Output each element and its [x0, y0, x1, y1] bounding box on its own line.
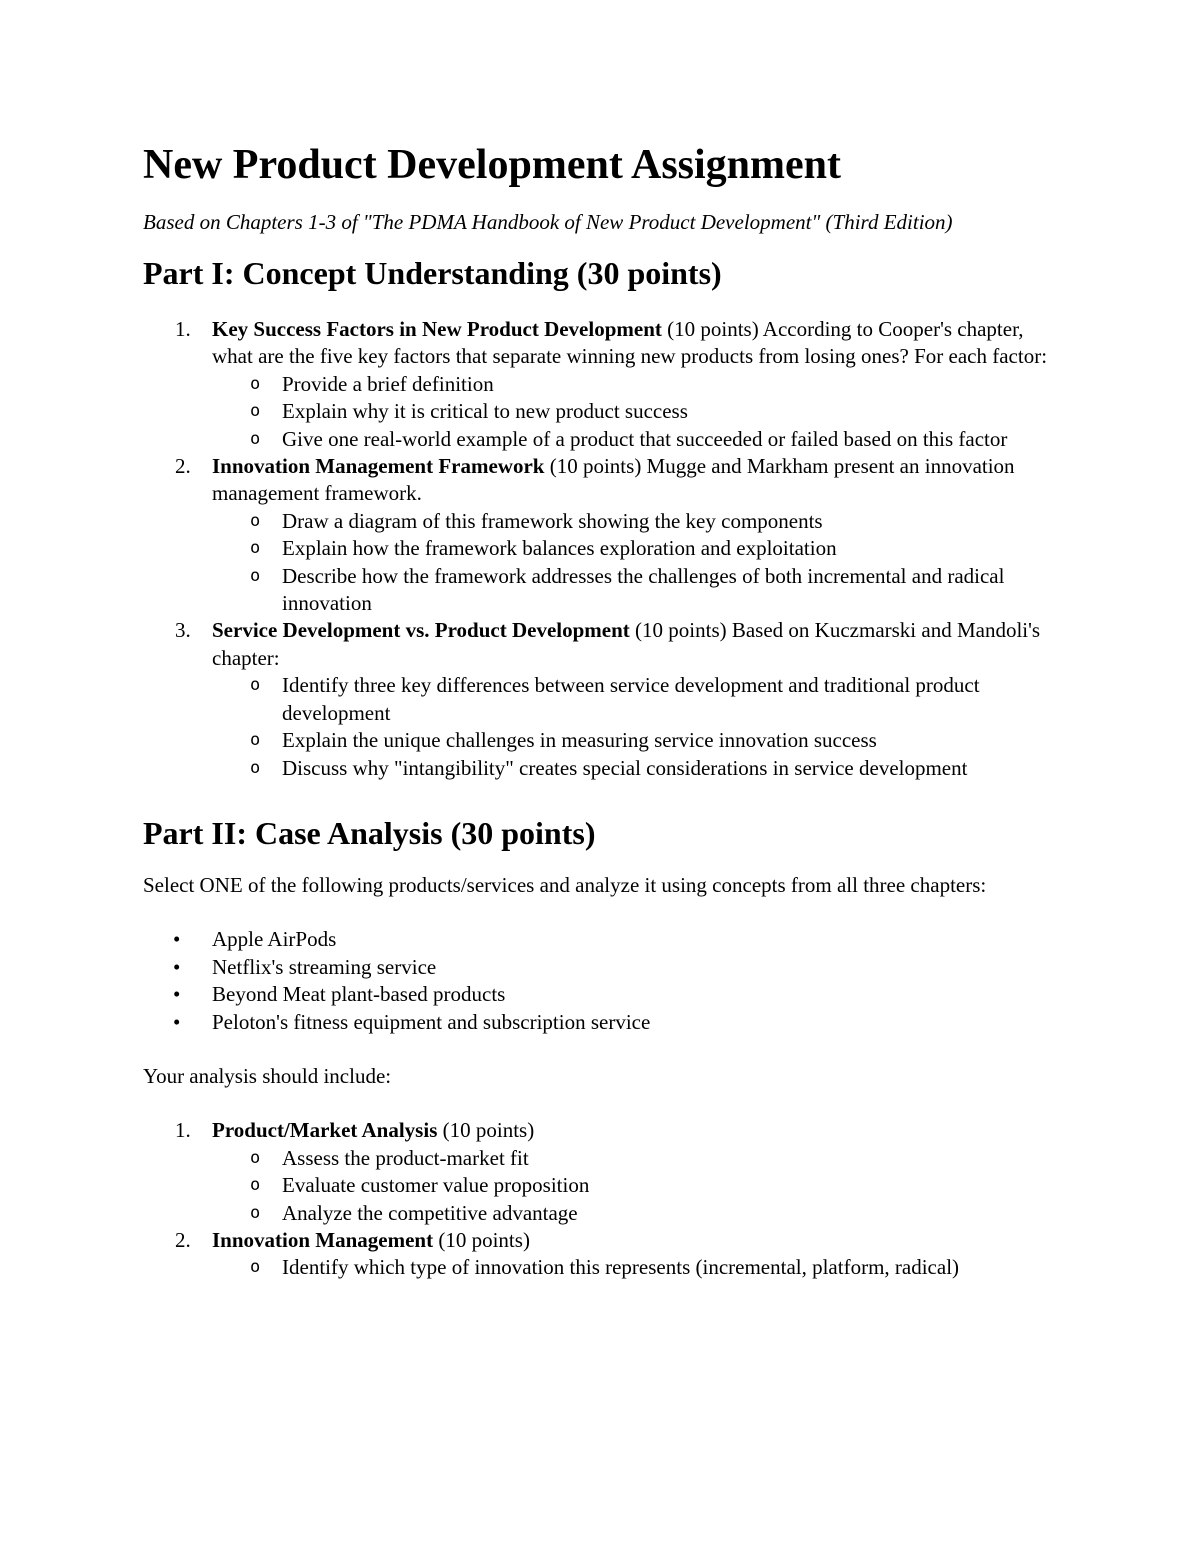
sub-list-item: o Explain the unique challenges in measuring service innovation success [143, 727, 1063, 754]
sub-list [212, 371, 1063, 453]
circle-bullet-icon: o [250, 675, 261, 696]
list-number: 1. [175, 317, 191, 341]
question-body: (10 points) [433, 1227, 530, 1252]
sub-list-item: o Explain how the framework balances exploration and exploitation [143, 535, 1063, 562]
question-body: (10 points) [437, 1118, 535, 1143]
circle-bullet-icon: o [250, 538, 261, 559]
part-one-heading: Part I: Concept Understanding (30 points) [143, 255, 722, 291]
circle-bullet-icon: o [250, 1147, 261, 1168]
circle-bullet-icon: o [250, 401, 261, 422]
part-two-heading: Part II: Case Analysis (30 points) [143, 814, 596, 851]
spacer [143, 1090, 1063, 1117]
circle-bullet-icon: o [250, 510, 261, 531]
document-subtitle: Based on Chapters 1-3 of "The PDMA Handbook of New Product Development" (Third Edition) [143, 210, 953, 234]
circle-bullet-icon: o [250, 730, 261, 751]
sub-list-item: o Describe how the framework addresses the challenges of both incremental and radical innovation [250, 563, 1005, 616]
circle-bullet-icon: o [250, 1175, 261, 1196]
list-item [143, 316, 1063, 453]
sub-list-item: o Analyze the competitive advantage [143, 1200, 1063, 1227]
question-body: (10 points) Mugge and Markham present an innovation management framework. [212, 454, 1015, 506]
circle-bullet-icon: o [250, 565, 261, 586]
question-title: Innovation Management Framework [212, 454, 545, 479]
question-body: (10 points) According to Cooper's chapter, what are the five key factors that separate winning new products from losing ones? For each factor: [212, 317, 1048, 369]
bullet-icon: • [173, 1009, 181, 1034]
question-title: Product/Market Analysis [212, 1118, 438, 1143]
document-title: New Product Development Assignment [143, 142, 842, 188]
sub-list [212, 508, 1063, 618]
sub-list-item: o Identify which type of innovation this represents (incremental, platform, radical) [143, 1254, 1063, 1281]
list-item: • Beyond Meat plant-based products [143, 981, 1063, 1008]
list-number: 2. [175, 454, 191, 479]
sub-list-item: o Evaluate customer value proposition [143, 1172, 1063, 1199]
bullet-icon: • [173, 927, 181, 952]
circle-bullet-icon: o [250, 757, 261, 778]
sub-list [212, 1254, 1063, 1281]
list-item [143, 617, 1063, 781]
spacer [143, 899, 1063, 926]
case-intro: Select ONE of the following products/services and analyze it using concepts from all three chapters: [143, 872, 987, 897]
sub-list-item: o Explain why it is critical to new product success [143, 398, 1063, 425]
list-number: 3. [175, 618, 191, 643]
sub-list-item: o Draw a diagram of this framework showing the key components [143, 508, 1063, 535]
part-one-question-list [143, 316, 1063, 782]
sub-list-item: o Identify three key differences between service development and traditional product development [250, 673, 980, 725]
list-item: • Netflix's streaming service [143, 954, 1063, 981]
sub-list [212, 672, 1063, 782]
circle-bullet-icon: o [250, 373, 261, 394]
sub-list [212, 1145, 1063, 1227]
sub-list-item: o Give one real-world example of a product that succeeded or failed based on this factor [143, 426, 1063, 453]
sub-list-item: o Provide a brief definition [143, 371, 1063, 398]
list-item [143, 1227, 1063, 1282]
question-title: Innovation Management [212, 1227, 434, 1252]
analysis-intro: Your analysis should include: [143, 1063, 392, 1088]
list-number: 2. [175, 1227, 191, 1252]
circle-bullet-icon: o [250, 1202, 261, 1223]
analysis-list [143, 1117, 1063, 1281]
list-item [143, 1117, 1063, 1227]
bullet-icon: • [173, 954, 181, 979]
question-title: Key Success Factors in New Product Development [212, 317, 662, 341]
sub-list-item: o Assess the product-market fit [143, 1145, 1063, 1172]
case-options-list [143, 926, 1063, 1036]
document-page [143, 140, 1063, 1282]
question-body: (10 points) Based on Kuczmarski and Mandoli's chapter: [212, 618, 1041, 670]
list-item: • Apple AirPods [143, 926, 1063, 953]
spacer [143, 1036, 1063, 1063]
circle-bullet-icon: o [250, 1257, 261, 1278]
list-number: 1. [175, 1118, 191, 1143]
list-item [143, 453, 1063, 617]
bullet-icon: • [173, 982, 181, 1007]
circle-bullet-icon: o [250, 428, 261, 449]
question-title: Service Development vs. Product Development [212, 618, 630, 643]
sub-list-item: o Discuss why "intangibility" creates special considerations in service development [143, 755, 1063, 782]
list-item: • Peloton's fitness equipment and subscription service [143, 1009, 1063, 1036]
